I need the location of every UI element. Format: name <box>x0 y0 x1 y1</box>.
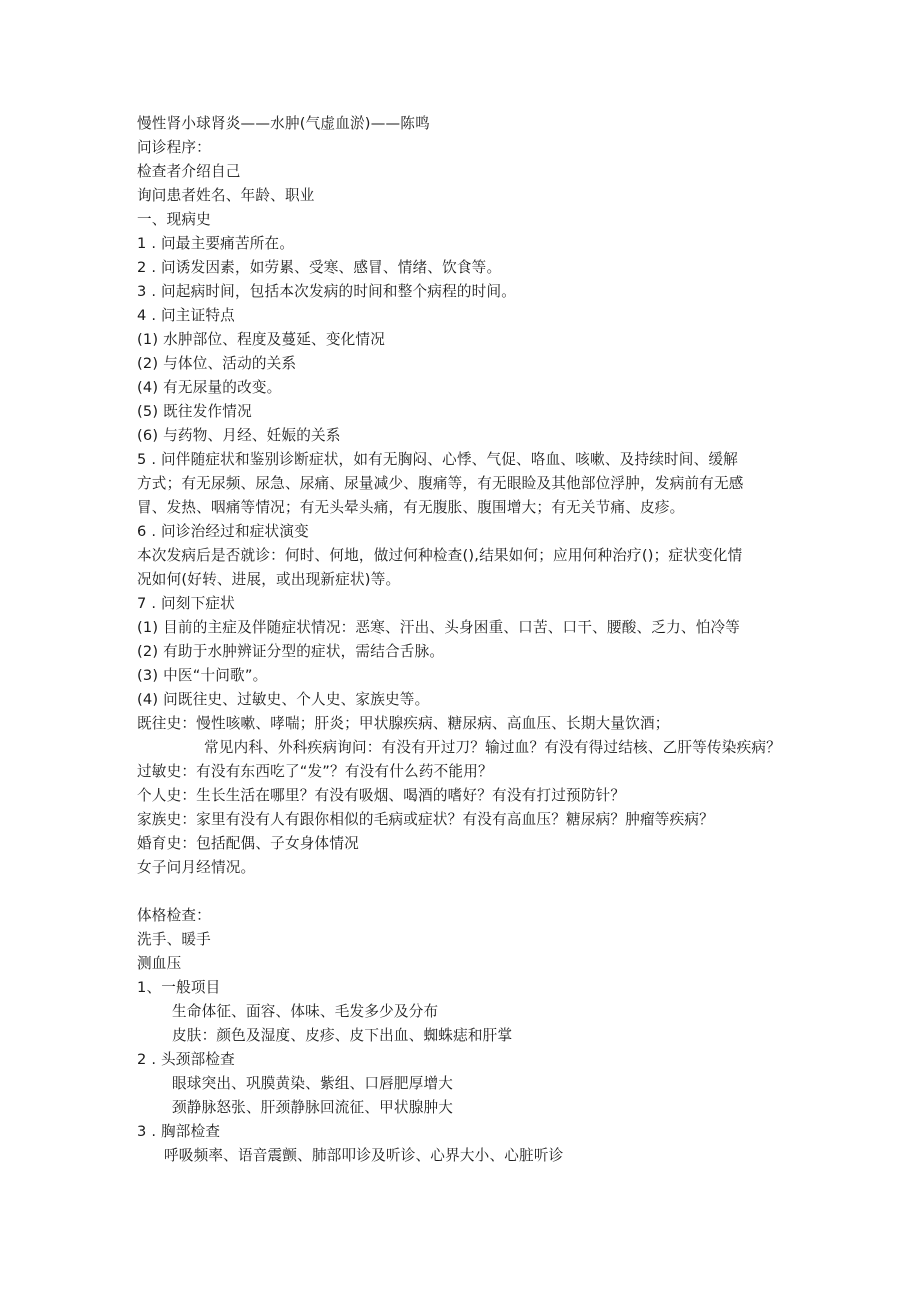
text-line-indented: 生命体征、面容、体味、毛发多少及分布 <box>172 1003 439 1020</box>
document-title: 慢性肾小球肾炎——水肿(气虚血淤)——陈鸣 <box>137 115 430 132</box>
text-line: (5) 既往发作情况 <box>137 403 252 420</box>
text-line: (1) 目前的主症及伴随症状情况：恶寒、汗出、头身困重、口苦、口干、腰酸、乏力、怕冷等 <box>137 619 741 636</box>
text-line: 2 . 问诱发因素，如劳累、受寒、感冒、情绪、饮食等。 <box>137 259 502 276</box>
section-heading: 体格检查： <box>137 907 211 924</box>
text-line: 6 . 问诊治经过和症状演变 <box>137 523 309 540</box>
text-line: 1、一般项目 <box>137 979 221 996</box>
text-line-indented: 颈静脉怒张、肝颈静脉回流征、甲状腺肿大 <box>172 1099 454 1116</box>
text-line: (4) 有无尿量的改变。 <box>137 379 282 396</box>
text-line: 况如何(好转、进展，或出现新症状)等。 <box>137 571 401 588</box>
text-line: 婚育史：包括配偶、子女身体情况 <box>137 835 359 852</box>
text-line: 过敏史：有没有东西吃了“发”？有没有什么药不能用？ <box>137 763 493 780</box>
text-line: 冒、发热、咽痛等情况；有无头晕头痛，有无腹胀、腹围增大；有无关节痛、皮疹。 <box>137 499 685 516</box>
text-line: (6) 与药物、月经、妊娠的关系 <box>137 427 341 444</box>
text-line: 4 . 问主证特点 <box>137 307 235 324</box>
text-line: 洗手、暖手 <box>137 931 211 948</box>
text-line: 3 . 问起病时间，包括本次发病的时间和整个病程的时间。 <box>137 283 517 300</box>
text-line: 2 . 头颈部检查 <box>137 1051 235 1068</box>
text-line: 个人史：生长生活在哪里？有没有吸烟、喝酒的嗜好？有没有打过预防针？ <box>137 787 626 804</box>
text-line: 本次发病后是否就诊：何时、何地，做过何种检查(),结果如何；应用何种治疗()；症状变化情 <box>137 547 743 564</box>
text-line: 家族史：家里有没有人有跟你相似的毛病或症状？有没有高血压？糖尿病？肿瘤等疾病？ <box>137 811 714 828</box>
text-line-indented: 眼球突出、巩膜黄染、紫组、口唇肥厚增大 <box>172 1075 454 1092</box>
text-line: (2) 与体位、活动的关系 <box>137 355 297 372</box>
text-line: 女子问月经情况。 <box>137 859 256 876</box>
text-line: (3) 中医“十问歌”。 <box>137 667 268 684</box>
text-line: 询问患者姓名、年龄、职业 <box>137 187 315 204</box>
text-line: (1) 水肿部位、程度及蔓延、变化情况 <box>137 331 386 348</box>
text-line-indented: 皮肤：颜色及湿度、皮疹、皮下出血、蜘蛛痣和肝掌 <box>172 1027 513 1044</box>
text-line: 方式；有无尿频、尿急、尿痛、尿量减少、腹痛等，有无眼睑及其他部位浮肿，发病前有无感 <box>137 475 744 492</box>
text-line: 检查者介绍自己 <box>137 163 241 180</box>
text-line: 问诊程序： <box>137 139 211 156</box>
text-line: 7 . 问刻下症状 <box>137 595 235 612</box>
text-line-indented: 呼吸频率、语音震颤、肺部叩诊及听诊、心界大小、心脏听诊 <box>164 1147 564 1164</box>
text-line: 3 . 胸部检查 <box>137 1123 221 1140</box>
text-line: 既往史：慢性咳嗽、哮喘；肝炎；甲状腺疾病、糖尿病、高血压、长期大量饮酒； <box>137 715 670 732</box>
text-line: (2) 有助于水肿辨证分型的症状，需结合舌脉。 <box>137 643 445 660</box>
text-line: 1 . 问最主要痛苦所在。 <box>137 235 295 252</box>
text-line: 5 . 问伴随症状和鉴别诊断症状，如有无胸闷、心悸、气促、咯血、咳嗽、及持续时间、缓解 <box>137 451 738 468</box>
text-line: (4) 问既往史、过敏史、个人史、家族史等。 <box>137 691 430 708</box>
text-line-indented: 常见内科、外科疾病询问：有没有开过刀？输过血？有没有得过结核、乙肝等传染疾病？ <box>204 739 781 756</box>
text-line: 测血压 <box>137 955 182 972</box>
section-heading: 一、现病史 <box>137 211 211 228</box>
